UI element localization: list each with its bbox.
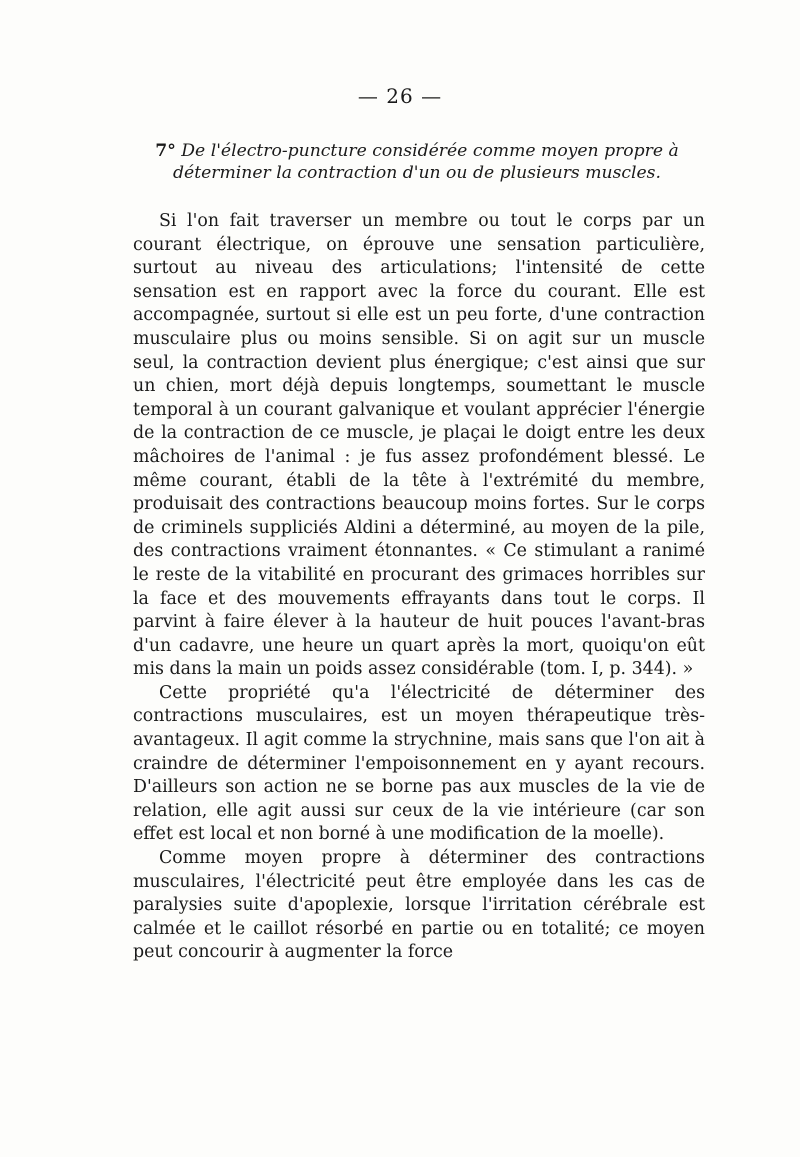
paragraph: Cette propriété qu'a l'électricité de déterminer des contractions musculaires, est un moyen thérapeutique très-avantageux. Il agit comme la strychnine, mais sans que l'on ait à craindre de déterminer l'empoisonnement en y ayant recours. D'ailleurs son action ne se borne pas aux muscles de la vie de relation, elle agit aussi sur ceux de la vie intérieure (car son effet est local et non borné à une modification de la moelle). [133, 682, 705, 845]
section-title: De l'électro-puncture considérée comme moyen propre à déterminer la contraction d'un ou de plusieurs muscles. [173, 141, 679, 183]
paragraph: Si l'on fait traverser un membre ou tout le corps par un courant électrique, on éprouve une sensation particulière, surtout au niveau des articulations; l'intensité de cette sensation est en rapport avec la force du courant. Elle est accompagnée, surtout si elle est un peu forte, d'une contraction musculaire plus ou moins sensible. Si on agit sur un muscle seul, la contraction devient plus énergique; c'est ainsi que sur un chien, mort déjà depuis longtemps, soumettant le muscle temporal à un courant galvanique et voulant apprécier l'énergie de la contraction de ce muscle, je plaçai le doigt entre les deux mâchoires de l'animal : je fus assez profondément blessé. Le même courant, établi de la tête à l'extrémité du membre, produisait des contractions beaucoup moins fortes. Sur le corps de criminels suppliciés Aldini a déterminé, au moyen de la pile, des contractions vraiment étonnantes. « Ce stimulant a ranimé le reste de la vitabilité en procurant des grimaces horribles sur la face et des mouvements effrayants dans tout le corps. Il parvint à faire élever à la hauteur de huit pouces l'avant-bras d'un cadavre, une heure un quart après la mort, quoiqu'on eût mis dans la main un poids assez considérable (tom. I, p. 344). » [133, 211, 705, 680]
paragraph: Comme moyen propre à déterminer des contractions musculaires, l'électricité peut être employée dans les cas de paralysies suite d'apoplexie, lorsque l'irritation cérébrale est calmée et le caillot résorbé en partie ou en totalité; ce moyen peut concourir à augmenter la force [133, 848, 705, 963]
body-text [133, 210, 705, 965]
section-heading [132, 140, 702, 184]
section-number: 7° [155, 141, 176, 161]
page-number: — 26 — [357, 84, 443, 108]
